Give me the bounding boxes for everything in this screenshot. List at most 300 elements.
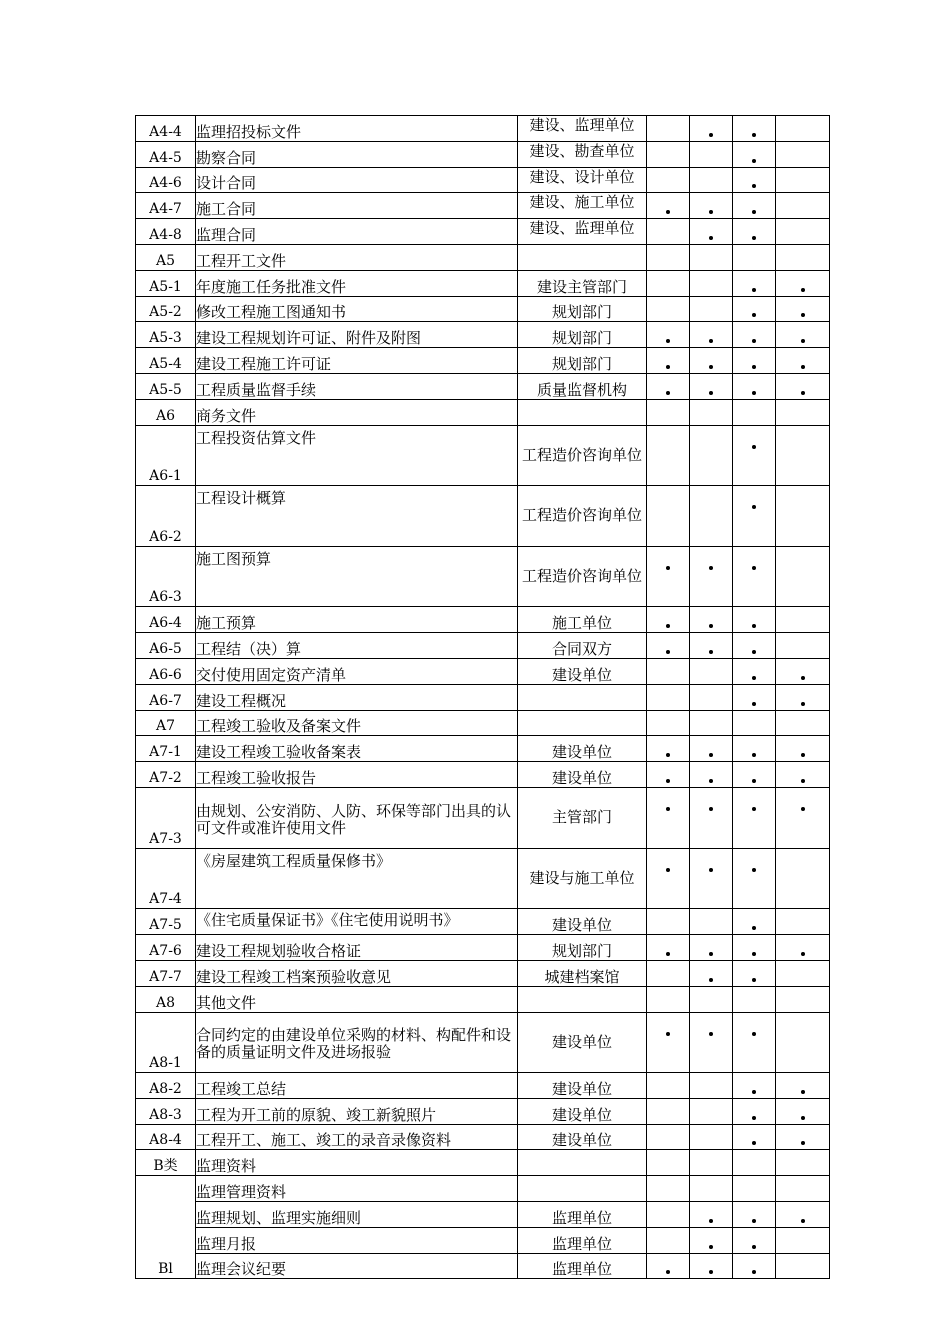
mark-cell	[733, 1176, 776, 1202]
mark-cell	[733, 658, 776, 684]
mark-cell	[776, 116, 830, 142]
row-code	[136, 787, 196, 848]
row-code	[136, 244, 196, 270]
bullet-dot-icon	[752, 1090, 756, 1094]
row-unit	[518, 1012, 647, 1073]
row-code-text: A6-1	[149, 468, 182, 485]
row-code-text: A6-2	[149, 528, 182, 545]
bullet-dot-icon	[709, 650, 713, 654]
mark-cell	[733, 736, 776, 762]
row-unit-text: 建设、监理单位	[529, 219, 635, 238]
mark-cell	[776, 986, 830, 1012]
mark-cell	[776, 1202, 830, 1228]
row-name-text: 工程投资估算文件	[196, 428, 317, 447]
bullet-dot-icon	[752, 365, 756, 369]
row-name	[196, 1176, 518, 1202]
table-row	[136, 399, 830, 425]
row-code-text: A5-5	[149, 381, 182, 398]
row-code-text: A7-7	[149, 968, 182, 985]
table-row	[136, 270, 830, 296]
mark-cell	[647, 348, 690, 374]
mark-cell	[733, 116, 776, 142]
bullet-dot-icon	[801, 1090, 805, 1094]
row-unit-text: 主管部门	[551, 808, 612, 827]
bullet-dot-icon	[752, 339, 756, 343]
mark-cell	[647, 787, 690, 848]
mark-cell	[647, 1202, 690, 1228]
mark-cell	[733, 1253, 776, 1279]
mark-cell	[690, 658, 733, 684]
table-row	[136, 1253, 830, 1279]
table-row	[136, 167, 830, 193]
row-code	[136, 909, 196, 935]
bullet-dot-icon	[801, 702, 805, 706]
row-unit-text: 规划部门	[551, 941, 612, 960]
bullet-dot-icon	[752, 926, 756, 930]
row-unit	[518, 736, 647, 762]
bullet-dot-icon	[666, 868, 670, 872]
bullet-dot-icon	[752, 184, 756, 188]
mark-cell	[690, 244, 733, 270]
bullet-dot-icon	[709, 753, 713, 757]
mark-cell	[647, 322, 690, 348]
mark-cell	[776, 633, 830, 659]
row-name-text: 监理资料	[196, 1157, 257, 1176]
mark-cell	[733, 193, 776, 219]
mark-cell	[733, 935, 776, 961]
row-name-text: 监理合同	[196, 225, 257, 244]
bullet-dot-icon	[709, 952, 713, 956]
row-unit	[518, 787, 647, 848]
bullet-dot-icon	[666, 210, 670, 214]
mark-cell	[776, 399, 830, 425]
mark-cell	[776, 658, 830, 684]
row-code	[136, 116, 196, 142]
row-unit	[518, 322, 647, 348]
mark-cell	[647, 399, 690, 425]
row-code	[136, 935, 196, 961]
table-row	[136, 1124, 830, 1150]
row-unit	[518, 167, 647, 193]
table-row	[136, 607, 830, 633]
mark-cell	[690, 607, 733, 633]
row-name	[196, 399, 518, 425]
mark-cell	[733, 762, 776, 788]
mark-cell	[690, 486, 733, 547]
row-code-text: A8-2	[149, 1080, 182, 1097]
mark-cell	[733, 244, 776, 270]
mark-cell	[690, 960, 733, 986]
mark-cell	[690, 1012, 733, 1073]
row-name-text: 修改工程施工图通知书	[196, 303, 347, 322]
row-unit-text: 规划部门	[551, 354, 612, 373]
mark-cell	[647, 710, 690, 736]
row-unit	[518, 1176, 647, 1202]
row-unit	[518, 193, 647, 219]
bullet-dot-icon	[709, 1245, 713, 1249]
mark-cell	[733, 219, 776, 245]
bullet-dot-icon	[666, 391, 670, 395]
row-name-text: 施工图预算	[196, 549, 272, 568]
mark-cell	[733, 960, 776, 986]
row-unit	[518, 1253, 647, 1279]
mark-cell	[776, 960, 830, 986]
row-unit	[518, 909, 647, 935]
row-unit	[518, 1202, 647, 1228]
row-name	[196, 546, 518, 607]
row-unit	[518, 399, 647, 425]
mark-cell	[647, 633, 690, 659]
row-code	[136, 848, 196, 909]
row-code	[136, 986, 196, 1012]
mark-cell	[647, 736, 690, 762]
row-unit	[518, 986, 647, 1012]
table-row	[136, 1012, 830, 1073]
row-name-text: 建设工程竣工档案预验收意见	[196, 967, 392, 986]
group-code	[136, 1176, 196, 1279]
row-code-text: A6-5	[149, 640, 182, 657]
row-unit	[518, 373, 647, 399]
row-name-text: 建设工程施工许可证	[196, 354, 332, 373]
mark-cell	[733, 141, 776, 167]
table-row	[136, 425, 830, 486]
row-code-text: A8-4	[149, 1132, 182, 1149]
bullet-dot-icon	[801, 1219, 805, 1223]
bullet-dot-icon	[752, 1116, 756, 1120]
row-code-text: A6-3	[149, 589, 182, 606]
bullet-dot-icon	[752, 133, 756, 137]
mark-cell	[690, 546, 733, 607]
mark-cell	[776, 141, 830, 167]
row-unit	[518, 1124, 647, 1150]
mark-cell	[733, 373, 776, 399]
mark-cell	[776, 848, 830, 909]
mark-cell	[647, 684, 690, 710]
mark-cell	[647, 486, 690, 547]
bullet-dot-icon	[752, 391, 756, 395]
table-row	[136, 486, 830, 547]
mark-cell	[647, 116, 690, 142]
row-code	[136, 296, 196, 322]
row-unit	[518, 658, 647, 684]
row-code	[136, 762, 196, 788]
bullet-dot-icon	[752, 1219, 756, 1223]
row-name	[196, 986, 518, 1012]
bullet-dot-icon	[709, 624, 713, 628]
row-name	[196, 1253, 518, 1279]
row-unit	[518, 960, 647, 986]
row-name-text: 《住宅质量保证书》《住宅使用说明书》	[196, 911, 459, 930]
mark-cell	[647, 1012, 690, 1073]
row-unit	[518, 270, 647, 296]
mark-cell	[733, 486, 776, 547]
row-unit-text: 建设单位	[551, 743, 612, 762]
mark-cell	[733, 296, 776, 322]
bullet-dot-icon	[709, 566, 713, 570]
mark-cell	[647, 1227, 690, 1253]
mark-cell	[647, 960, 690, 986]
row-name	[196, 244, 518, 270]
mark-cell	[776, 322, 830, 348]
row-name	[196, 348, 518, 374]
bullet-dot-icon	[752, 159, 756, 163]
row-name	[196, 193, 518, 219]
mark-cell	[690, 270, 733, 296]
row-code	[136, 710, 196, 736]
table-body	[136, 116, 830, 1279]
row-name	[196, 762, 518, 788]
row-code-text: A7-4	[149, 891, 182, 908]
mark-cell	[776, 1012, 830, 1073]
table-row	[136, 219, 830, 245]
mark-cell	[690, 1176, 733, 1202]
table-row	[136, 1098, 830, 1124]
row-name	[196, 1124, 518, 1150]
row-code	[136, 373, 196, 399]
bullet-dot-icon	[709, 236, 713, 240]
mark-cell	[776, 296, 830, 322]
mark-cell	[733, 909, 776, 935]
row-code	[136, 167, 196, 193]
table-row	[136, 710, 830, 736]
row-name	[196, 1098, 518, 1124]
row-name	[196, 1073, 518, 1099]
mark-cell	[690, 399, 733, 425]
row-name	[196, 935, 518, 961]
mark-cell	[690, 1124, 733, 1150]
mark-cell	[690, 787, 733, 848]
mark-cell	[733, 425, 776, 486]
row-unit-text: 建设单位	[551, 768, 612, 787]
row-unit-text: 建设、监理单位	[529, 116, 635, 134]
row-code-text: A7-2	[149, 769, 182, 786]
bullet-dot-icon	[709, 978, 713, 982]
bullet-dot-icon	[752, 236, 756, 240]
mark-cell	[776, 244, 830, 270]
row-name	[196, 1202, 518, 1228]
bullet-dot-icon	[666, 624, 670, 628]
row-code-text: A7-5	[149, 917, 182, 934]
row-name-text: 商务文件	[196, 406, 257, 425]
row-name-text: 勘察合同	[196, 148, 257, 167]
bullet-dot-icon	[801, 807, 805, 811]
row-unit	[518, 296, 647, 322]
row-name-text: 工程竣工验收报告	[196, 768, 317, 787]
row-name-text: 建设工程规划许可证、附件及附图	[196, 329, 422, 348]
row-name	[196, 167, 518, 193]
mark-cell	[776, 373, 830, 399]
bullet-dot-icon	[752, 1245, 756, 1249]
table-row	[136, 1150, 830, 1176]
row-code-text: A5	[155, 252, 176, 269]
row-name	[196, 736, 518, 762]
mark-cell	[690, 1202, 733, 1228]
row-code	[136, 1124, 196, 1150]
bullet-dot-icon	[666, 566, 670, 570]
row-code	[136, 684, 196, 710]
bullet-dot-icon	[709, 1032, 713, 1036]
mark-cell	[733, 1073, 776, 1099]
mark-cell	[776, 270, 830, 296]
table-row	[136, 322, 830, 348]
mark-cell	[690, 684, 733, 710]
mark-cell	[733, 546, 776, 607]
mark-cell	[647, 193, 690, 219]
mark-cell	[733, 1098, 776, 1124]
row-name	[196, 607, 518, 633]
mark-cell	[776, 1073, 830, 1099]
mark-cell	[647, 373, 690, 399]
row-name-text: 监理月报	[196, 1234, 257, 1253]
row-code	[136, 322, 196, 348]
bullet-dot-icon	[709, 133, 713, 137]
bullet-dot-icon	[752, 566, 756, 570]
mark-cell	[690, 986, 733, 1012]
archive-table	[135, 115, 830, 1279]
row-code-text: A6-6	[149, 666, 182, 683]
row-unit	[518, 1150, 647, 1176]
table-row	[136, 373, 830, 399]
row-code	[136, 1012, 196, 1073]
row-name	[196, 1150, 518, 1176]
row-code	[136, 658, 196, 684]
row-name	[196, 486, 518, 547]
mark-cell	[647, 1098, 690, 1124]
bullet-dot-icon	[801, 288, 805, 292]
mark-cell	[776, 1098, 830, 1124]
bullet-dot-icon	[801, 339, 805, 343]
bullet-dot-icon	[709, 1219, 713, 1223]
bullet-dot-icon	[752, 1270, 756, 1274]
row-name-text: 工程设计概算	[196, 489, 287, 508]
row-name	[196, 322, 518, 348]
row-unit	[518, 141, 647, 167]
bullet-dot-icon	[752, 313, 756, 317]
row-name	[196, 141, 518, 167]
table-row	[136, 935, 830, 961]
bullet-dot-icon	[709, 210, 713, 214]
bullet-dot-icon	[666, 952, 670, 956]
mark-cell	[690, 373, 733, 399]
row-unit-text: 建设、施工单位	[529, 193, 635, 212]
row-unit	[518, 633, 647, 659]
row-name	[196, 425, 518, 486]
mark-cell	[647, 1253, 690, 1279]
mark-cell	[776, 1253, 830, 1279]
bullet-dot-icon	[752, 210, 756, 214]
mark-cell	[690, 322, 733, 348]
row-unit-text: 监理单位	[551, 1208, 612, 1227]
row-unit-text: 建设单位	[551, 1032, 612, 1051]
bullet-dot-icon	[709, 339, 713, 343]
row-unit	[518, 848, 647, 909]
table-row	[136, 141, 830, 167]
mark-cell	[690, 1073, 733, 1099]
mark-cell	[776, 219, 830, 245]
bullet-dot-icon	[801, 676, 805, 680]
row-name-text: 建设工程竣工验收备案表	[196, 743, 362, 762]
mark-cell	[647, 141, 690, 167]
row-unit	[518, 486, 647, 547]
row-code-text: A6	[155, 407, 176, 424]
row-code	[136, 1098, 196, 1124]
mark-cell	[776, 348, 830, 374]
table-row	[136, 658, 830, 684]
row-code	[136, 736, 196, 762]
row-name-text: 监理管理资料	[196, 1183, 287, 1202]
mark-cell	[776, 167, 830, 193]
row-name-text: 施工预算	[196, 614, 257, 633]
bullet-dot-icon	[801, 313, 805, 317]
row-code-text: A4-8	[149, 226, 182, 243]
mark-cell	[733, 322, 776, 348]
row-unit-text: 建设单位	[551, 916, 612, 935]
row-code	[136, 1150, 196, 1176]
row-name-text: 交付使用固定资产清单	[196, 665, 347, 684]
row-name	[196, 1227, 518, 1253]
row-code	[136, 486, 196, 547]
mark-cell	[647, 658, 690, 684]
row-unit	[518, 684, 647, 710]
row-name	[196, 787, 518, 848]
mark-cell	[776, 909, 830, 935]
mark-cell	[776, 787, 830, 848]
row-code	[136, 633, 196, 659]
table-row	[136, 960, 830, 986]
mark-cell	[733, 986, 776, 1012]
row-unit-text: 建设与施工单位	[529, 868, 635, 887]
row-unit-text: 规划部门	[551, 329, 612, 348]
row-code-text: A6-7	[149, 692, 182, 709]
table-row	[136, 633, 830, 659]
table-row	[136, 684, 830, 710]
mark-cell	[647, 270, 690, 296]
row-unit-text: 监理单位	[551, 1234, 612, 1253]
bullet-dot-icon	[666, 365, 670, 369]
table-row	[136, 1202, 830, 1228]
row-unit-text: 合同双方	[551, 639, 612, 658]
group-code-text: Bl	[158, 1261, 173, 1278]
mark-cell	[733, 1227, 776, 1253]
row-name-text: 工程开工、施工、竣工的录音录像资料	[196, 1131, 452, 1150]
mark-cell	[776, 425, 830, 486]
row-code-text: A7-1	[149, 744, 182, 761]
row-code	[136, 193, 196, 219]
mark-cell	[690, 1253, 733, 1279]
bullet-dot-icon	[801, 1116, 805, 1120]
row-name-text: 工程质量监督手续	[196, 380, 317, 399]
row-name-text: 建设工程概况	[196, 691, 287, 710]
row-code-text: A4-4	[149, 123, 182, 140]
bullet-dot-icon	[752, 952, 756, 956]
bullet-dot-icon	[666, 339, 670, 343]
row-unit-text: 质量监督机构	[536, 380, 627, 399]
row-unit	[518, 607, 647, 633]
row-code	[136, 348, 196, 374]
mark-cell	[690, 425, 733, 486]
mark-cell	[647, 167, 690, 193]
row-code-text: A8-3	[149, 1106, 182, 1123]
row-unit-text: 建设单位	[551, 1105, 612, 1124]
mark-cell	[647, 848, 690, 909]
bullet-dot-icon	[709, 807, 713, 811]
mark-cell	[733, 848, 776, 909]
row-name	[196, 710, 518, 736]
bullet-dot-icon	[801, 365, 805, 369]
row-name-text: 工程为开工前的原貌、竣工新貌照片	[196, 1105, 437, 1124]
mark-cell	[776, 935, 830, 961]
mark-cell	[776, 684, 830, 710]
